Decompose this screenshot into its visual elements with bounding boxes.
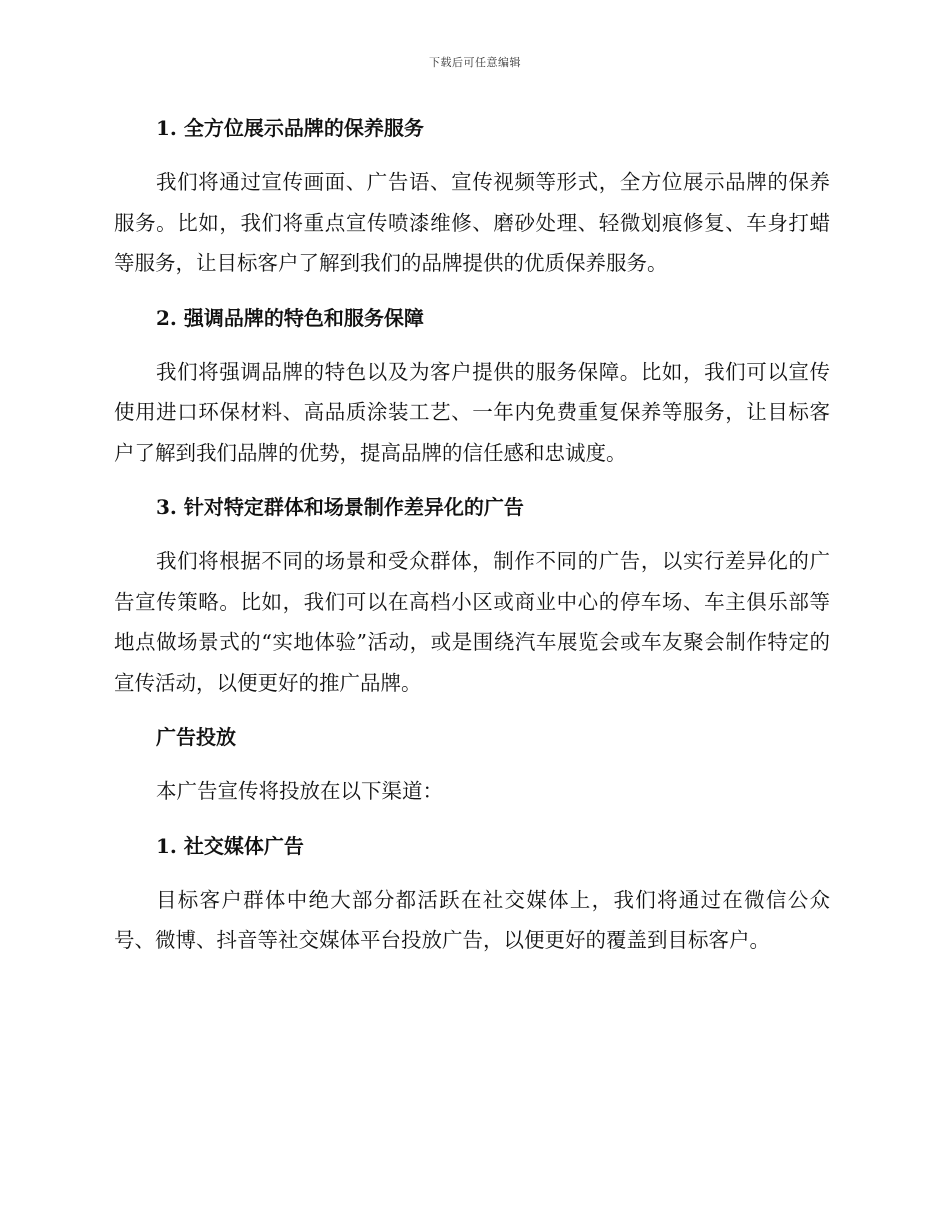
page-header-note: 下载后可任意编辑 xyxy=(429,56,521,69)
document-body xyxy=(114,108,830,961)
section-paragraph: 我们将强调品牌的特色以及为客户提供的服务保障。比如，我们可以宣传使用进口环保材料、高品质涂装工艺、一年内免费重复保养等服务，让目标客户了解到我们品牌的优势，提高品牌的信任感和忠诚度。 xyxy=(114,359,830,465)
section-heading: 3. 针对特定群体和场景制作差异化的广告 xyxy=(156,495,524,519)
section-heading: 2. 强调品牌的特色和服务保障 xyxy=(156,305,424,330)
section-paragraph: 我们将通过宣传画面、广告语、宣传视频等形式，全方位展示品牌的保养服务。比如，我们将重点宣传喷漆维修、磨砂处理、轻微划痕修复、车身打蜡等服务，让目标客户了解到我们的品牌提供的优质保养服务。 xyxy=(114,170,830,275)
section-paragraph: 本广告宣传将投放在以下渠道： xyxy=(156,779,443,803)
section-heading: 1. 全方位展示品牌的保养服务 xyxy=(156,116,424,140)
section-heading: 1. 社交媒体广告 xyxy=(156,833,304,858)
section-heading: 广告投放 xyxy=(156,725,236,749)
section-paragraph: 我们将根据不同的场景和受众群体，制作不同的广告，以实行差异化的广告宣传策略。比如，我们可以在高档小区或商业中心的停车场、车主俱乐部等地点做场景式的“实地体验”活动，或是围绕汽车展览会或车友聚会制作特定的宣传活动，以便更好的推广品牌。 xyxy=(114,549,830,695)
section-paragraph: 目标客户群体中绝大部分都活跃在社交媒体上，我们将通过在微信公众号、微博、抖音等社交媒体平台投放广告，以便更好的覆盖到目标客户。 xyxy=(114,887,830,952)
